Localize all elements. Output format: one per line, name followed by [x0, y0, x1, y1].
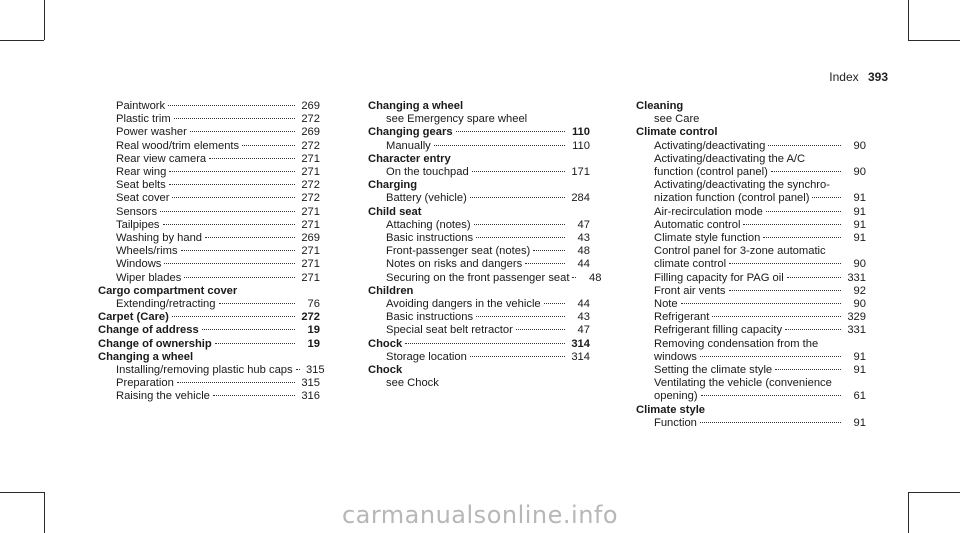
index-subentry: [636, 258, 866, 271]
entry-text: Charging: [368, 179, 418, 192]
dot-leader: [177, 382, 295, 383]
entry-text: Power washer: [116, 126, 187, 139]
page-reference[interactable]: 19: [307, 337, 320, 350]
index-heading: [98, 324, 320, 337]
dot-leader: [681, 303, 841, 304]
dot-leader: [169, 171, 295, 172]
entry-text: Storage location: [386, 350, 467, 363]
page-reference[interactable]: 269: [301, 232, 320, 245]
entry-text: Activating/deactivating the A/C: [654, 152, 806, 165]
dot-leader: [215, 343, 295, 344]
index-heading: [98, 285, 320, 298]
entry-text: Basic instructions: [386, 311, 474, 324]
page-reference[interactable]: 48: [589, 271, 602, 284]
index-subentry: [98, 166, 320, 179]
page-number: 393: [867, 70, 888, 84]
entry-text: Change of address: [98, 324, 199, 337]
page-reference[interactable]: 284: [571, 192, 590, 205]
entry-text: Note: [654, 298, 678, 311]
page-reference[interactable]: 272: [301, 192, 320, 205]
entry-text: Attaching (notes): [386, 218, 471, 231]
header-label: Index: [829, 70, 859, 84]
crop-mark: [0, 492, 44, 493]
entry-text: Wiper blades: [116, 271, 182, 284]
entry-text: see Chock: [386, 377, 439, 390]
entry-text: Rear wing: [116, 166, 167, 179]
dot-leader: [544, 303, 565, 304]
entry-text: Plastic trim: [116, 113, 171, 126]
dot-leader: [474, 224, 565, 225]
entry-text: Changing a wheel: [368, 100, 464, 112]
page-reference[interactable]: 91: [853, 232, 866, 245]
dot-leader: [763, 237, 841, 238]
entry-text: Chock: [368, 337, 403, 350]
entry-text: Avoiding dangers in the vehicle: [386, 298, 541, 311]
index-subentry: [368, 232, 590, 245]
dot-leader: [700, 356, 841, 357]
page-reference[interactable]: 272: [301, 139, 320, 152]
dot-leader: [775, 369, 841, 370]
dot-leader: [296, 369, 300, 370]
entry-text: function (control panel): [654, 166, 768, 179]
dot-leader: [766, 211, 841, 212]
page-reference[interactable]: 271: [301, 152, 320, 165]
index-subentry: [636, 206, 866, 219]
dot-leader: [470, 356, 565, 357]
entry-text: Removing condensation from the: [654, 337, 819, 350]
page-reference[interactable]: 90: [853, 139, 866, 152]
crop-mark: [908, 0, 909, 40]
page-reference[interactable]: 269: [301, 126, 320, 139]
page-reference[interactable]: 91: [853, 192, 866, 205]
dot-leader: [516, 329, 565, 330]
entry-text: Climate control: [636, 126, 718, 139]
entry-text: Windows: [116, 258, 162, 271]
entry-text: Ventilating the vehicle (convenience: [654, 377, 832, 390]
index-subentry: [98, 153, 320, 166]
index-subentry: [636, 351, 866, 364]
entry-text: Automatic control: [654, 218, 741, 231]
page-reference[interactable]: 271: [301, 218, 320, 231]
dot-leader: [572, 277, 576, 278]
entry-text: Activating/deactivating the synchro-: [654, 179, 830, 192]
entry-text: Securing on the front passenger seat: [386, 271, 570, 284]
index-subentry: [98, 206, 320, 219]
entry-text: Air-recirculation mode: [654, 205, 763, 218]
crop-mark: [908, 492, 960, 493]
dot-leader: [470, 197, 565, 198]
index-subentry: [636, 338, 866, 351]
index-subentry: [636, 285, 866, 298]
index-heading: [368, 126, 590, 139]
index-subentry: [636, 377, 866, 390]
entry-text: opening): [654, 390, 698, 403]
entry-text: Refrigerant: [654, 311, 710, 324]
entry-text: Front air vents: [654, 284, 726, 297]
index-subentry: [636, 153, 866, 166]
entry-text: Chock: [368, 364, 403, 377]
page-reference[interactable]: 44: [577, 298, 590, 311]
entry-text: Setting the climate style: [654, 364, 773, 377]
dot-leader: [169, 184, 295, 185]
index-subentry: [98, 298, 320, 311]
page-reference[interactable]: 272: [301, 113, 320, 126]
index-subentry: [636, 417, 866, 430]
dot-leader: [743, 224, 841, 225]
index-subentry: [98, 192, 320, 205]
index-heading: [368, 153, 590, 166]
entry-text: Basic instructions: [386, 232, 474, 245]
entry-text: Washing by hand: [116, 232, 203, 245]
index-subentry: [636, 140, 866, 153]
index-subentry: [368, 324, 590, 337]
index-subentry: [98, 113, 320, 126]
dot-leader: [434, 145, 565, 146]
entry-text: Seat cover: [116, 192, 170, 205]
entry-text: Changing gears: [368, 126, 453, 139]
entry-text: Function: [654, 416, 697, 429]
index-subentry: [636, 219, 866, 232]
entry-text: Control panel for 3-zone automatic: [654, 245, 826, 258]
page-reference[interactable]: 44: [577, 258, 590, 271]
entry-text: Sensors: [116, 205, 158, 218]
entry-text: Climate style function: [654, 232, 761, 245]
entry-text: Special seat belt retractor: [386, 324, 513, 337]
page-reference[interactable]: 271: [301, 258, 320, 271]
page-reference[interactable]: 90: [853, 298, 866, 311]
entry-text: Battery (vehicle): [386, 192, 467, 205]
index-heading: [636, 404, 866, 417]
dot-leader: [472, 171, 565, 172]
entry-text: Rear view camera: [116, 152, 207, 165]
entry-text: Wheels/rims: [116, 245, 178, 258]
index-subentry: [368, 192, 590, 205]
index-subentry: [636, 324, 866, 337]
dot-leader: [476, 316, 565, 317]
entry-text: Seat belts: [116, 179, 166, 192]
dot-leader: [729, 290, 841, 291]
entry-text: Preparation: [116, 377, 174, 390]
dot-leader: [202, 329, 295, 330]
page-reference[interactable]: 91: [853, 350, 866, 363]
index-subentry: [368, 113, 590, 126]
index-subentry: [368, 351, 590, 364]
index-subentry: [98, 272, 320, 285]
entry-text: nization function (control panel): [654, 192, 810, 205]
page-reference[interactable]: 76: [307, 298, 320, 311]
dot-leader: [163, 224, 295, 225]
dot-leader: [768, 145, 841, 146]
dot-leader: [729, 263, 841, 264]
index-subentry: [636, 298, 866, 311]
index-subentry: [98, 219, 320, 232]
dot-leader: [213, 395, 295, 396]
page-reference[interactable]: 47: [577, 218, 590, 231]
index-heading: [368, 285, 590, 298]
index-subentry: [98, 258, 320, 271]
dot-leader: [172, 316, 295, 317]
entry-text: Filling capacity for PAG oil: [654, 271, 784, 284]
index-heading: [368, 100, 590, 113]
dot-leader: [405, 343, 565, 344]
page-header: [829, 70, 888, 84]
entry-text: Manually: [386, 139, 431, 152]
index-subentry: [98, 245, 320, 258]
dot-leader: [787, 277, 841, 278]
watermark: carmanualsonline.info: [341, 501, 619, 529]
page-reference[interactable]: 315: [305, 364, 325, 377]
index-subentry: [368, 245, 590, 258]
page-reference[interactable]: 269: [301, 100, 320, 112]
index-subentry: [368, 298, 590, 311]
entry-text: Raising the vehicle: [116, 390, 210, 403]
page-reference[interactable]: 271: [301, 166, 320, 179]
page-reference[interactable]: 271: [301, 205, 320, 218]
index-heading: [368, 206, 590, 219]
index-heading: [368, 179, 590, 192]
entry-text: Climate style: [636, 403, 706, 416]
entry-text: Notes on risks and dangers: [386, 258, 523, 271]
dot-leader: [700, 422, 841, 423]
entry-text: Cargo compartment cover: [98, 284, 238, 297]
dot-leader: [812, 197, 841, 198]
entry-text: Activating/deactivating: [654, 139, 766, 152]
page-reference[interactable]: 315: [301, 377, 320, 390]
dot-leader: [205, 237, 295, 238]
page-reference[interactable]: 314: [571, 350, 590, 363]
crop-mark: [908, 40, 960, 41]
entry-text: Extending/retracting: [116, 298, 216, 311]
index-subentry: [636, 113, 866, 126]
index-heading: [636, 100, 866, 113]
index-subentry: [636, 311, 866, 324]
index-heading: [368, 338, 590, 351]
dot-leader: [476, 237, 565, 238]
entry-text: Refrigerant filling capacity: [654, 324, 783, 337]
page-reference[interactable]: 91: [853, 364, 866, 377]
entry-text: Installing/removing plastic hub caps: [116, 364, 293, 377]
index-subentry: [636, 272, 866, 285]
page-reference[interactable]: 91: [853, 218, 866, 231]
entry-text: Paintwork: [116, 100, 166, 112]
page-reference[interactable]: 61: [853, 390, 866, 403]
dot-leader: [164, 263, 295, 264]
page-reference[interactable]: 272: [301, 179, 320, 192]
index-column-3: [636, 100, 866, 430]
entry-text: Real wood/trim elements: [116, 139, 240, 152]
page-reference[interactable]: 331: [847, 271, 866, 284]
entry-text: climate control: [654, 258, 727, 271]
page-reference[interactable]: 43: [577, 311, 590, 324]
index-subentry: [98, 126, 320, 139]
index-heading: [636, 126, 866, 139]
page-reference[interactable]: 90: [853, 258, 866, 271]
index-subentry: [636, 245, 866, 258]
page-reference[interactable]: 110: [572, 139, 590, 152]
dot-leader: [712, 316, 841, 317]
dot-leader: [219, 303, 295, 304]
dot-leader: [174, 118, 295, 119]
page-reference[interactable]: 271: [301, 245, 320, 258]
entry-text: Changing a wheel: [98, 350, 194, 363]
page-reference[interactable]: 19: [307, 324, 320, 337]
index-subentry: [98, 100, 320, 113]
entry-text: Front-passenger seat (notes): [386, 245, 531, 258]
dot-leader: [209, 158, 295, 159]
index-subentry: [98, 377, 320, 390]
page-reference[interactable]: 43: [577, 232, 590, 245]
index-subentry: [636, 232, 866, 245]
index-heading: [98, 338, 320, 351]
dot-leader: [184, 277, 295, 278]
crop-mark: [44, 0, 45, 40]
page-reference[interactable]: 329: [847, 311, 866, 324]
index-subentry: [368, 140, 590, 153]
index-subentry: [98, 232, 320, 245]
dot-leader: [160, 211, 295, 212]
dot-leader: [456, 131, 565, 132]
index-subentry: [368, 219, 590, 232]
entry-text: Change of ownership: [98, 337, 212, 350]
index-subentry: [98, 140, 320, 153]
page-reference[interactable]: 91: [853, 416, 866, 429]
index-subentry: [636, 192, 866, 205]
entry-text: Tailpipes: [116, 218, 160, 231]
index-subentry: [636, 364, 866, 377]
entry-text: see Emergency spare wheel: [386, 113, 528, 126]
dot-leader: [785, 329, 841, 330]
dot-leader: [190, 131, 295, 132]
entry-text: On the touchpad: [386, 166, 469, 179]
page-reference[interactable]: 314: [571, 337, 590, 350]
index-subentry: [368, 271, 602, 285]
page-reference[interactable]: 110: [571, 126, 590, 139]
dot-leader: [533, 250, 565, 251]
index-subentry: [368, 377, 590, 390]
page-reference[interactable]: 171: [571, 166, 590, 179]
page-reference[interactable]: 48: [577, 245, 590, 258]
entry-text: Cleaning: [636, 100, 684, 112]
entry-text: windows: [654, 350, 697, 363]
dot-leader: [172, 197, 295, 198]
index-subentry: [98, 364, 325, 377]
index-heading: [98, 311, 320, 324]
page-reference[interactable]: 316: [301, 390, 320, 403]
index-subentry: [98, 390, 320, 403]
index-column-2: [368, 100, 602, 390]
index-subentry: [368, 258, 590, 271]
page-reference[interactable]: 47: [577, 324, 590, 337]
page-reference[interactable]: 90: [853, 166, 866, 179]
page-reference[interactable]: 92: [853, 284, 866, 297]
dot-leader: [771, 171, 841, 172]
index-subentry: [636, 179, 866, 192]
index-subentry: [368, 166, 590, 179]
dot-leader: [168, 105, 295, 106]
dot-leader: [181, 250, 295, 251]
index-subentry: [636, 166, 866, 179]
entry-text: Children: [368, 284, 414, 297]
page-reference[interactable]: 91: [853, 205, 866, 218]
page-reference[interactable]: 331: [847, 324, 866, 337]
entry-text: Carpet (Care): [98, 311, 169, 324]
index-subentry: [98, 179, 320, 192]
index-subentry: [368, 311, 590, 324]
entry-text: Character entry: [368, 152, 451, 165]
index-subentry: [636, 390, 866, 403]
index-column-1: [98, 100, 325, 404]
page-reference[interactable]: 271: [301, 271, 320, 284]
crop-mark: [0, 40, 44, 41]
dot-leader: [242, 145, 295, 146]
dot-leader: [701, 395, 841, 396]
dot-leader: [525, 263, 565, 264]
entry-text: see Care: [654, 113, 700, 126]
page-reference[interactable]: 272: [301, 311, 320, 324]
entry-text: Child seat: [368, 205, 422, 218]
index-heading: [98, 351, 320, 364]
index-heading: [368, 364, 590, 377]
